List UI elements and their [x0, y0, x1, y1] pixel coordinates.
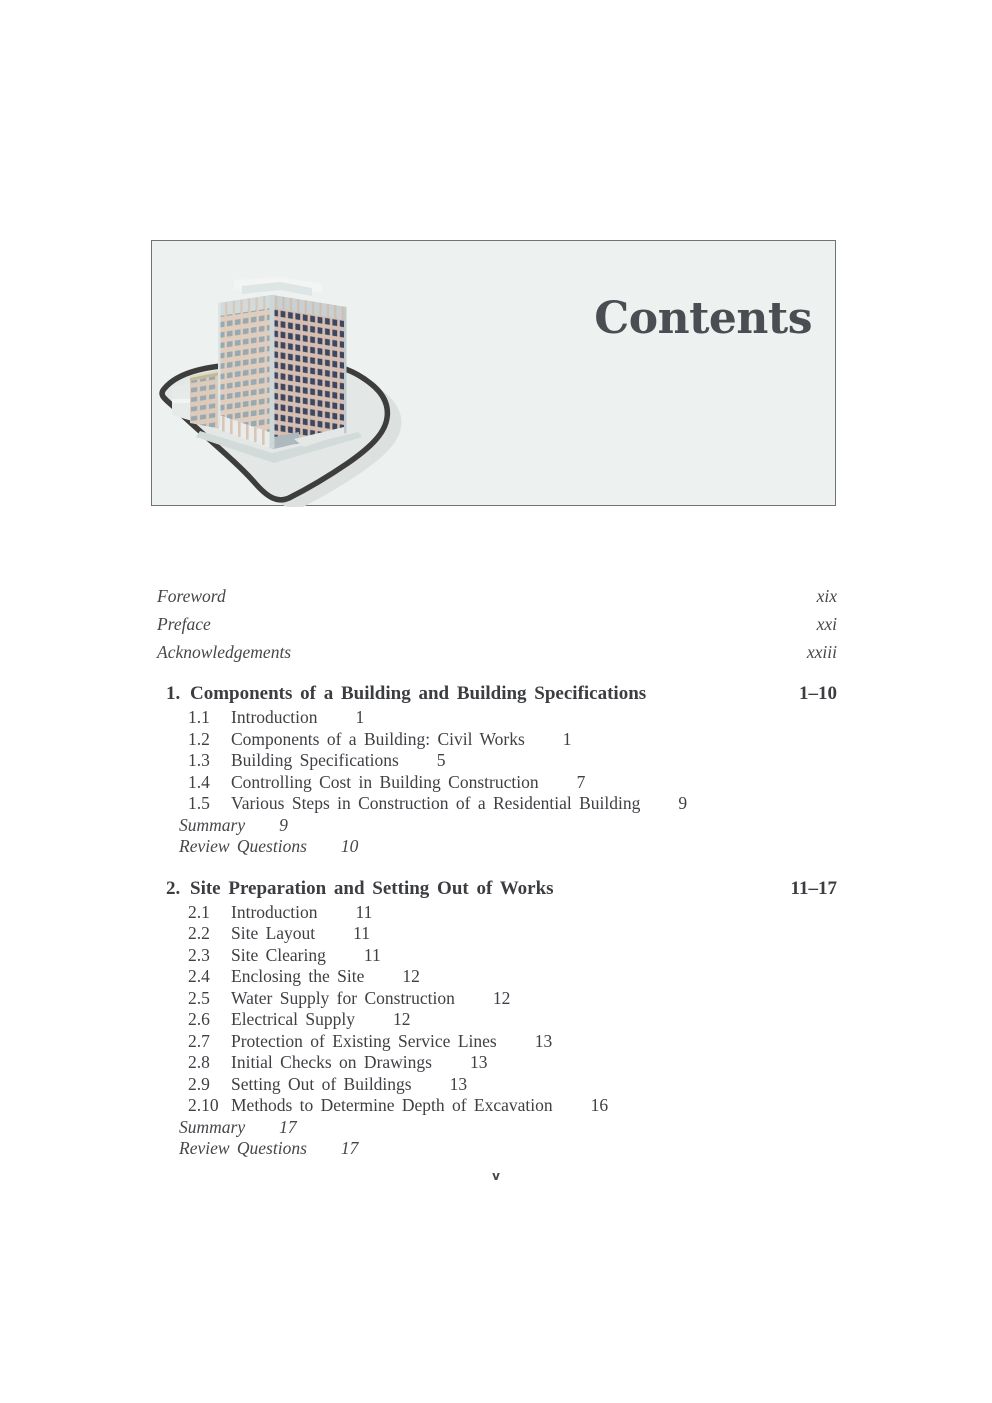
section-number: 2.10 — [188, 1095, 219, 1115]
tower — [218, 277, 352, 449]
annex-wing — [190, 370, 221, 429]
chapter-block — [157, 683, 837, 858]
extra-label: Summary — [179, 814, 246, 835]
section-title: Initial Checks on Drawings — [231, 1052, 432, 1072]
section-title: Controlling Cost in Building Construction — [231, 771, 539, 792]
toc-section-row — [188, 1052, 837, 1074]
section-title: Building Specifications — [231, 750, 399, 770]
toc-section-row — [188, 1095, 837, 1117]
chapter-heading — [166, 878, 837, 902]
chapter-sections — [188, 902, 837, 1117]
section-page-number: 13 — [534, 1030, 553, 1051]
table-of-contents — [157, 586, 837, 1160]
toc-section-row — [188, 1074, 837, 1096]
chapter-number: 2. — [166, 877, 181, 899]
section-page-number: 13 — [469, 1052, 488, 1072]
section-title: Protection of Existing Service Lines — [231, 1030, 497, 1051]
section-number: 1.4 — [188, 771, 210, 792]
toc-extra-row — [179, 1117, 837, 1139]
front-matter-page-number: xxi — [816, 614, 837, 634]
chapter-heading — [166, 683, 837, 707]
section-number: 1.5 — [188, 793, 210, 813]
front-matter-list — [157, 586, 837, 670]
section-number: 2.1 — [188, 901, 210, 922]
chapter-page-range: 1–10 — [799, 683, 837, 704]
section-number: 1.3 — [188, 750, 210, 770]
section-number: 2.5 — [188, 987, 210, 1008]
section-title: Enclosing the Site — [231, 966, 365, 986]
toc-section-row — [188, 1031, 837, 1053]
extra-label: Review Questions — [179, 836, 307, 856]
chapters-list — [157, 683, 837, 1160]
section-title: Various Steps in Construction of a Residential Building — [231, 793, 641, 813]
section-page-number: 12 — [393, 1009, 411, 1029]
toc-section-row — [188, 707, 837, 729]
toc-extra-row — [179, 815, 837, 837]
extra-page-number: 17 — [340, 1138, 359, 1158]
page-number: v — [492, 1169, 500, 1183]
front-matter-page-number: xix — [816, 586, 837, 606]
section-number: 2.6 — [188, 1009, 210, 1029]
chapter-block — [157, 878, 837, 1160]
front-matter-page-number: xxiii — [806, 642, 837, 662]
extra-page-number: 9 — [279, 814, 288, 835]
toc-section-row — [188, 750, 837, 772]
toc-section-row — [188, 923, 837, 945]
section-page-number: 9 — [678, 793, 688, 813]
contents-header-box — [151, 240, 836, 506]
section-page-number: 11 — [363, 944, 381, 965]
toc-section-row — [188, 772, 837, 794]
section-number: 2.4 — [188, 966, 210, 986]
toc-section-row — [188, 966, 837, 988]
front-matter-label: Acknowledgements — [157, 642, 292, 662]
extra-label: Review Questions — [179, 1138, 307, 1158]
chapter-extras — [179, 1117, 837, 1160]
section-title: Methods to Determine Depth of Excavation — [231, 1095, 553, 1115]
toc-section-row — [188, 729, 837, 751]
section-page-number: 5 — [436, 750, 446, 770]
toc-section-row — [188, 1009, 837, 1031]
section-page-number: 7 — [576, 771, 586, 792]
section-title: Site Layout — [231, 923, 316, 943]
section-number: 2.7 — [188, 1030, 210, 1051]
toc-extra-row — [179, 1138, 837, 1160]
section-number: 2.8 — [188, 1052, 210, 1072]
front-matter-label: Foreword — [157, 586, 226, 606]
section-page-number: 11 — [353, 923, 371, 943]
section-title: Introduction — [231, 901, 318, 922]
toc-section-row — [188, 793, 837, 815]
front-matter-label: Preface — [157, 614, 211, 634]
section-title: Setting Out of Buildings — [231, 1073, 412, 1094]
chapter-sections — [188, 707, 837, 815]
section-page-number: 13 — [449, 1073, 468, 1094]
chapter-title: Components of a Building and Building Specifications — [190, 683, 647, 704]
section-page-number: 11 — [355, 901, 373, 922]
section-page-number: 16 — [590, 1095, 609, 1115]
extra-page-number: 10 — [340, 836, 359, 856]
building-illustration — [154, 277, 404, 507]
extra-page-number: 17 — [279, 1116, 297, 1137]
toc-section-row — [188, 902, 837, 924]
front-matter-row — [157, 642, 837, 670]
section-number: 1.1 — [188, 707, 210, 727]
extra-label: Summary — [179, 1116, 246, 1137]
section-title: Water Supply for Construction — [231, 987, 455, 1008]
section-number: 2.2 — [188, 923, 210, 943]
section-page-number: 12 — [492, 987, 511, 1008]
front-matter-row — [157, 614, 837, 642]
chapter-title: Site Preparation and Setting Out of Works — [190, 877, 554, 899]
section-page-number: 1 — [562, 728, 572, 749]
toc-extra-row — [179, 836, 837, 858]
section-title: Electrical Supply — [231, 1009, 356, 1029]
section-page-number: 1 — [355, 707, 365, 727]
toc-section-row — [188, 988, 837, 1010]
section-number: 1.2 — [188, 728, 210, 749]
page-title: Contents — [594, 293, 812, 344]
section-page-number: 12 — [402, 966, 420, 986]
toc-section-row — [188, 945, 837, 967]
section-title: Site Clearing — [231, 944, 326, 965]
chapter-number: 1. — [166, 683, 181, 704]
front-matter-row — [157, 586, 837, 614]
chapter-page-range: 11–17 — [790, 877, 837, 899]
section-title: Introduction — [231, 707, 318, 727]
section-number: 2.3 — [188, 944, 210, 965]
section-number: 2.9 — [188, 1073, 210, 1094]
chapter-extras — [179, 815, 837, 858]
section-title: Components of a Building: Civil Works — [231, 728, 525, 749]
